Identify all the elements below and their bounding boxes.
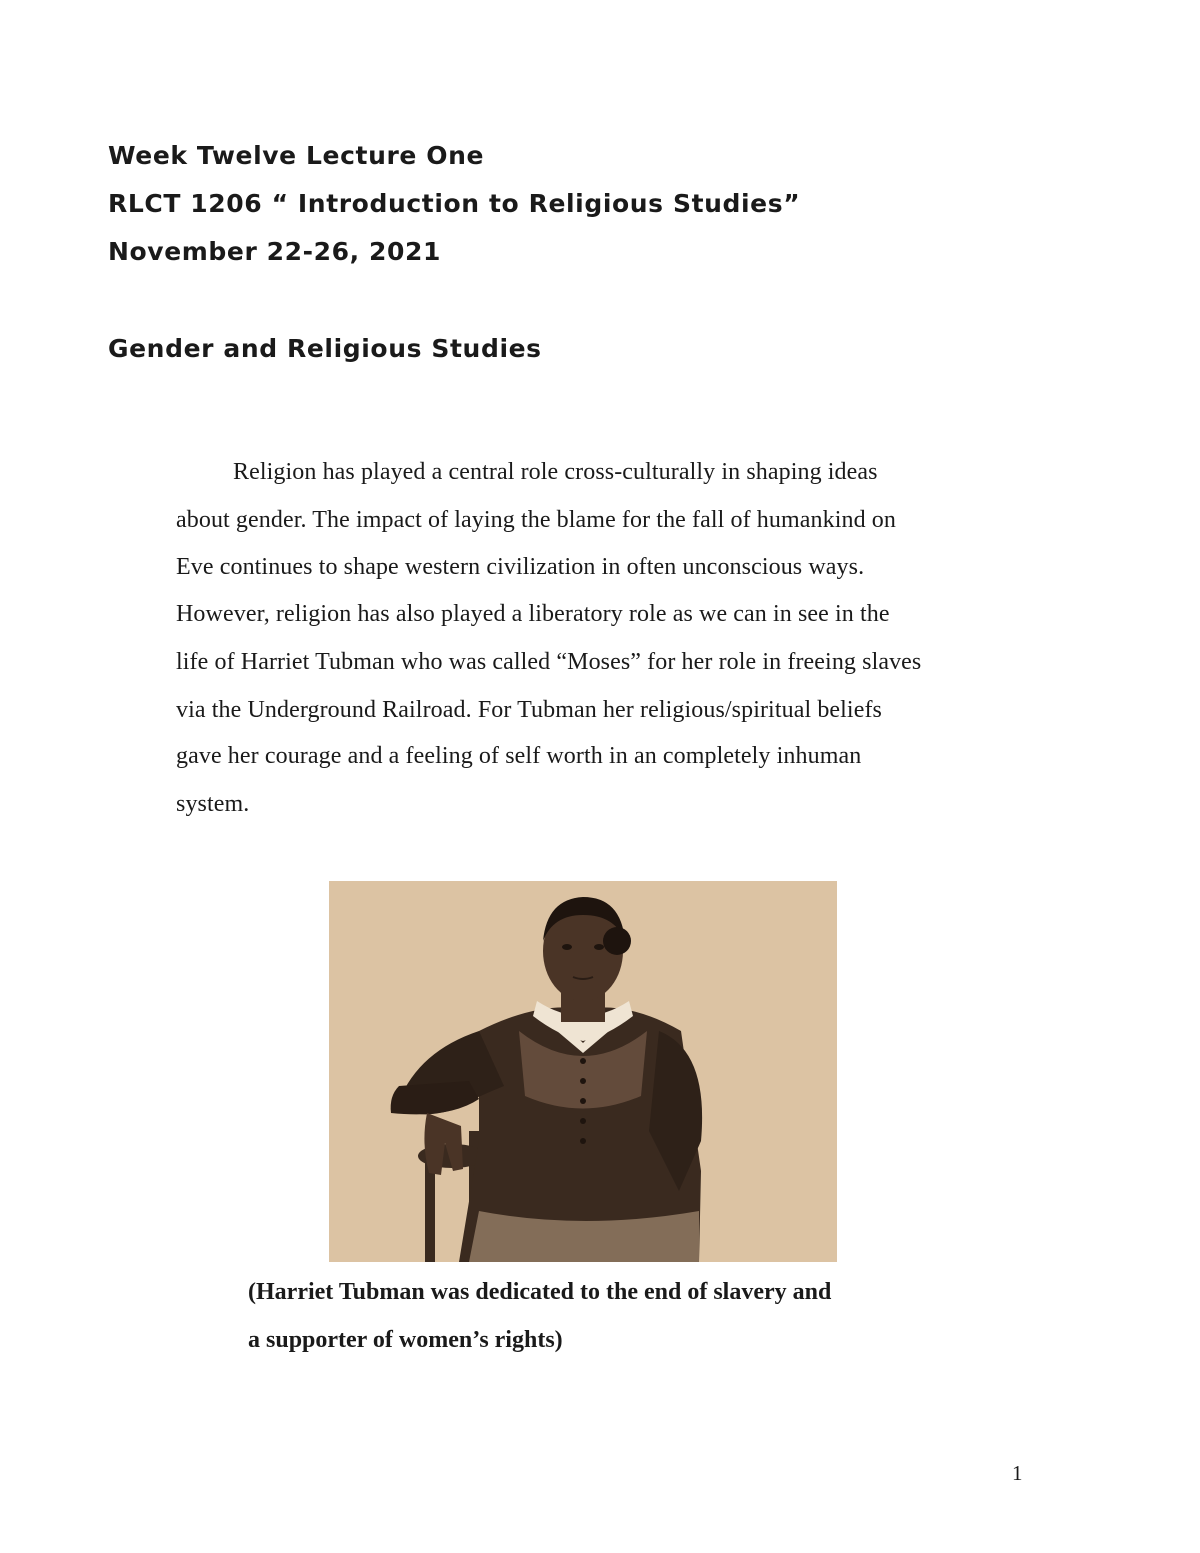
paragraph-line: gave her courage and a feeling of self worth in an completely inhuman bbox=[176, 743, 862, 769]
portrait-photo bbox=[329, 881, 837, 1262]
paragraph-line: Eve continues to shape western civilization in often unconscious ways. bbox=[176, 554, 865, 580]
lecture-date: November 22-26, 2021 bbox=[108, 237, 442, 266]
paragraph-line: life of Harriet Tubman who was called “Moses” for her role in freeing slaves bbox=[176, 649, 922, 675]
section-heading: Gender and Religious Studies bbox=[108, 334, 542, 363]
paragraph-line: via the Underground Railroad. For Tubman her religious/spiritual beliefs bbox=[176, 697, 882, 723]
lecture-title: Week Twelve Lecture One bbox=[108, 141, 485, 170]
caption-line: (Harriet Tubman was dedicated to the end of slavery and bbox=[248, 1279, 832, 1305]
page-number: 1 bbox=[1012, 1461, 1023, 1485]
portrait-illustration bbox=[329, 881, 837, 1262]
course-title: RLCT 1206 “ Introduction to Religious Studies” bbox=[108, 189, 801, 218]
caption-line: a supporter of women’s rights) bbox=[248, 1327, 563, 1353]
paragraph-line: Religion has played a central role cross-culturally in shaping ideas bbox=[233, 459, 878, 485]
paragraph-line: about gender. The impact of laying the blame for the fall of humankind on bbox=[176, 507, 896, 533]
paragraph-line: However, religion has also played a liberatory role as we can in see in the bbox=[176, 601, 890, 627]
paragraph-line: system. bbox=[176, 791, 250, 817]
